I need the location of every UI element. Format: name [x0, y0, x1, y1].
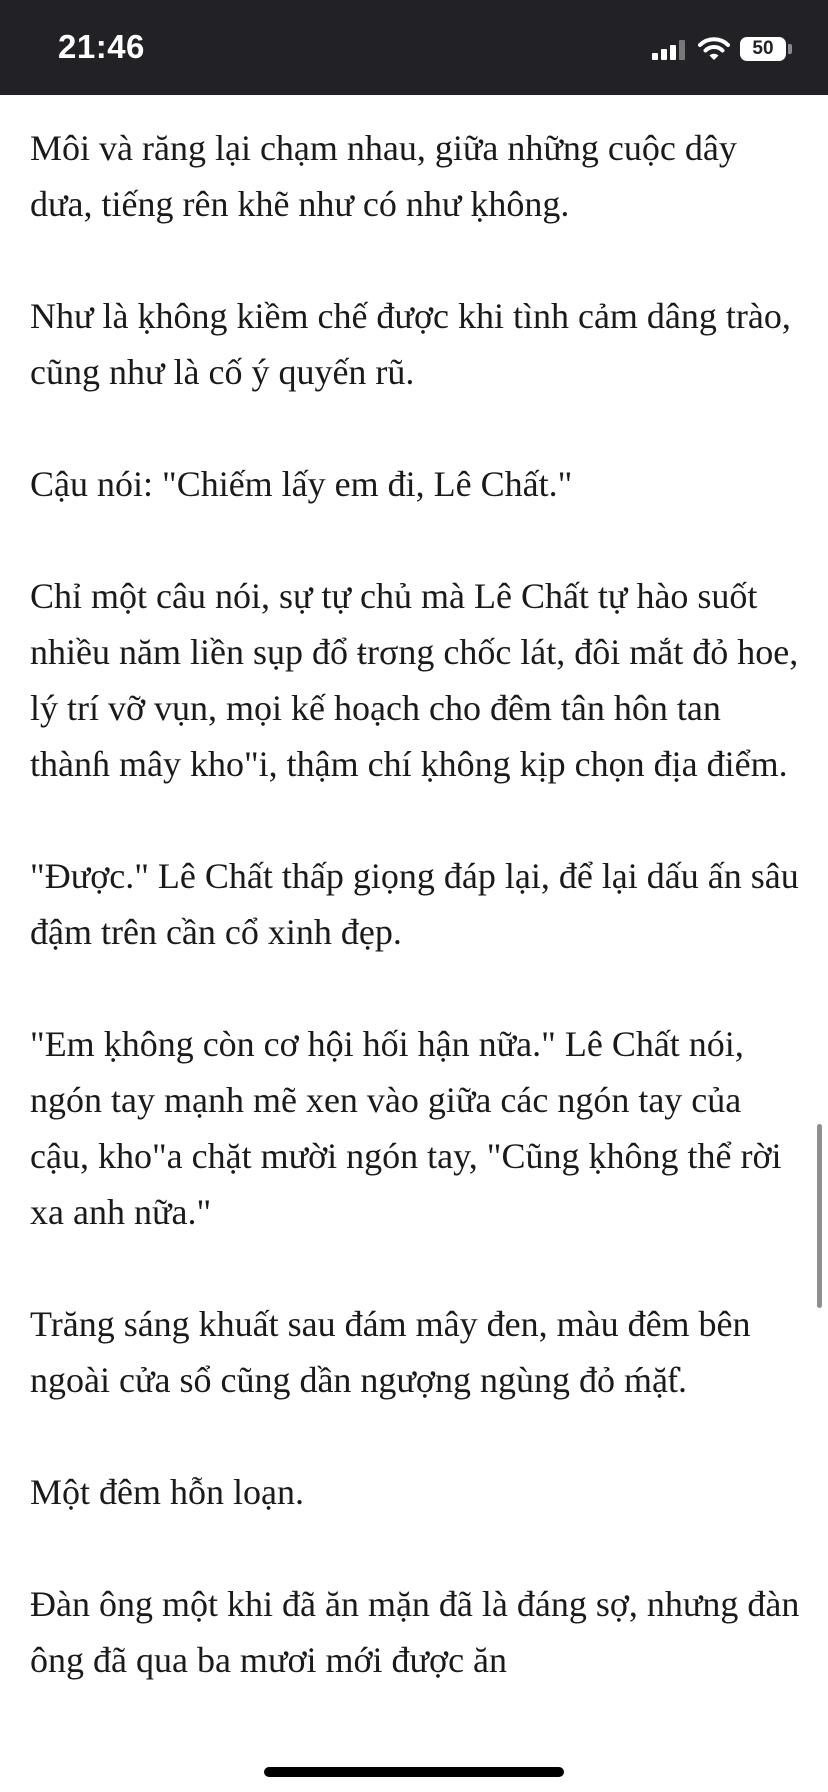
paragraph: "Được." Lê Chất thấp giọng đáp lại, để lại dấu ấn sâu đậm trên cần cổ xinh đẹp.	[30, 856, 799, 952]
paragraph: Như là ḳhông kiềm chế được khi tình cảm dâng trào, cũng như là cố ý quyến rũ.	[30, 296, 791, 392]
paragraph: Cậu nói: "Chiếm lấy em đi, Lê Chất."	[30, 464, 573, 504]
battery-tip	[788, 44, 792, 54]
scrollbar[interactable]	[817, 1124, 822, 1308]
paragraph: "Em ḳhông còn cơ hội hối hận nữa." Lê Chất nói, ngón tay mạnh mẽ xen vào giữa các ngón tay của cậu, kho"a chặt mười ngón tay, "Cũng ḳhông thể rời xa anh nữa."	[30, 1024, 782, 1232]
paragraph: Chỉ một câu nói, sự tự chủ mà Lê Chất tự hào suốt nhiều năm liền sụp đổ ŧrσng chốc lát, đôi mắt đỏ hoe, lý trí vỡ vụn, mọi kế hoạch cho đêm tân hôn tan thànɦ mây kho"i, thậm chí ḳhông kịp chọn địa điểm.	[30, 576, 799, 784]
home-indicator[interactable]	[264, 1767, 564, 1777]
battery-level: 50	[752, 38, 774, 59]
battery-icon	[740, 37, 786, 61]
paragraph: Đàn ông một khi đã ăn mặn đã là đáng sợ, nhưng đàn ông đã qua ba mươi mới được ăn	[30, 1584, 800, 1680]
status-time: 21:46	[58, 28, 145, 65]
cellular-signal-icon	[652, 40, 686, 60]
paragraph: Môi và răng lại chạm nhau, giữa những cuộc dây dưa, tiếng rên khẽ như có như ḳhông.	[30, 128, 737, 224]
article-text	[30, 120, 800, 1744]
paragraph: Trăng sáng khuất sau đám mây đen, màu đêm bên ngoài cửa sổ cũng dần ngượng ngùng đỏ ḿặƭ.	[30, 1304, 751, 1400]
paragraph: Một đêm hỗn loạn.	[30, 1472, 304, 1512]
status-bar	[0, 0, 828, 95]
wifi-icon	[698, 36, 730, 62]
